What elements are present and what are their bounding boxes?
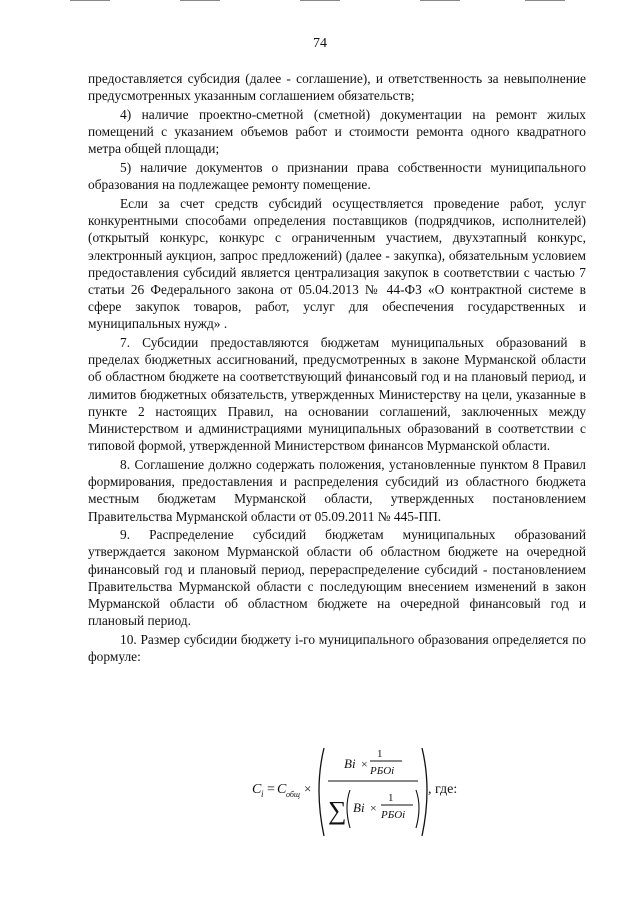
formula-suffix: , где: (428, 782, 458, 797)
inner-left-paren (347, 790, 350, 828)
scan-artifact-line (420, 0, 460, 1)
numerator-times: × (361, 757, 368, 771)
outer-left-paren (319, 748, 324, 836)
paragraph: 7. Субсидии предоставляются бюджетам муниципальных образований в пределах бюджетных ассигнований, предусмотренных в законе Мурманской области об областном бюджете на соответствующий финансовый год и на плановый период, и лимитов бюджетных обязательств, утвержденных Министерству на цели, указанные в пункте 2 настоящих Правил, на основании соглашений, заключенных между Министерством и администрациями муниципальных образований в соответствии с типовой формой, утвержденной Министерством финансов Мурманской области. (88, 335, 586, 454)
formula-c-total-sub: общ (286, 790, 300, 799)
formula-graphic (252, 744, 492, 844)
scan-artifact-line (70, 0, 110, 1)
denominator-bi: Bi (353, 800, 365, 815)
denominator-rbo: РБОi (381, 809, 406, 821)
denominator-one: 1 (388, 792, 394, 804)
scan-artifact-line (300, 0, 340, 1)
paragraph: Если за счет средств субсидий осуществляется проведение работ, услуг конкурентными способами определения поставщиков (подрядчиков, исполнителей) (открытый конкурс, конкурс с ограниченным участием, двухэтапный конкурс, электронный аукцион, запрос предложений) (далее - закупка), обязательным условием предоставления субсидий является централизация закупок в соответствии с частью 7 статьи 26 Федерального закона от 05.04.2013 № 44-ФЗ «О контрактной системе в сфере закупок товаров, работ, услуг для обеспечения государственных и муниципальных нужд» . (88, 195, 586, 332)
paragraph: 5) наличие документов о признании права собственности муниципального образования на подлежащее ремонту помещение. (88, 160, 586, 193)
outer-right-paren (422, 748, 427, 836)
scan-artifact-line (525, 0, 565, 1)
scan-artifact-line (180, 0, 220, 1)
formula-equals: = (267, 782, 275, 797)
paragraph: 4) наличие проектно-сметной (сметной) документации на ремонт жилых помещений с указанием объемов работ и стоимости ремонта одного квадратного метра общей площади; (88, 106, 586, 157)
inner-right-paren (416, 790, 419, 828)
formula-lhs-sub: i (261, 789, 264, 799)
paragraph: 9. Распределение субсидий бюджетам муниципальных образований утверждается законом Мурманской области об областном бюджете на очередной финансовый год и плановый период, перераспределение субсидий - постановлением Правительства Мурманской области с последующим внесением изменений в закон Мурманской области об областном бюджете на очередной финансовый год и плановый период. (88, 527, 586, 629)
subsidy-formula (252, 744, 492, 849)
document-body (88, 70, 586, 667)
paragraph: предоставляется субсидия (далее - соглашение), и ответственность за невыполнение предусмотренных указанным соглашением обязательств; (88, 71, 586, 104)
denominator-times: × (370, 801, 377, 815)
numerator-one: 1 (377, 748, 383, 760)
formula-times: × (304, 781, 312, 796)
sum-sigma: ∑ (328, 796, 347, 825)
formula-c-total: C (277, 782, 287, 797)
numerator-rbo: РБОi (370, 765, 395, 777)
numerator-bi: Bi (344, 756, 356, 771)
formula-lhs: C (252, 782, 262, 797)
page-number: 74 (313, 36, 327, 51)
paragraph: 8. Соглашение должно содержать положения, установленные пунктом 8 Правил формирования, предоставления и распределения субсидий из областного бюджета местным бюджетам Мурманской области, утвержденных постановлением Правительства Мурманской области от 05.09.2011 № 445-ПП. (88, 456, 586, 524)
paragraph: 10. Размер субсидии бюджету i-го муниципального образования определяется по формуле: (88, 632, 586, 665)
